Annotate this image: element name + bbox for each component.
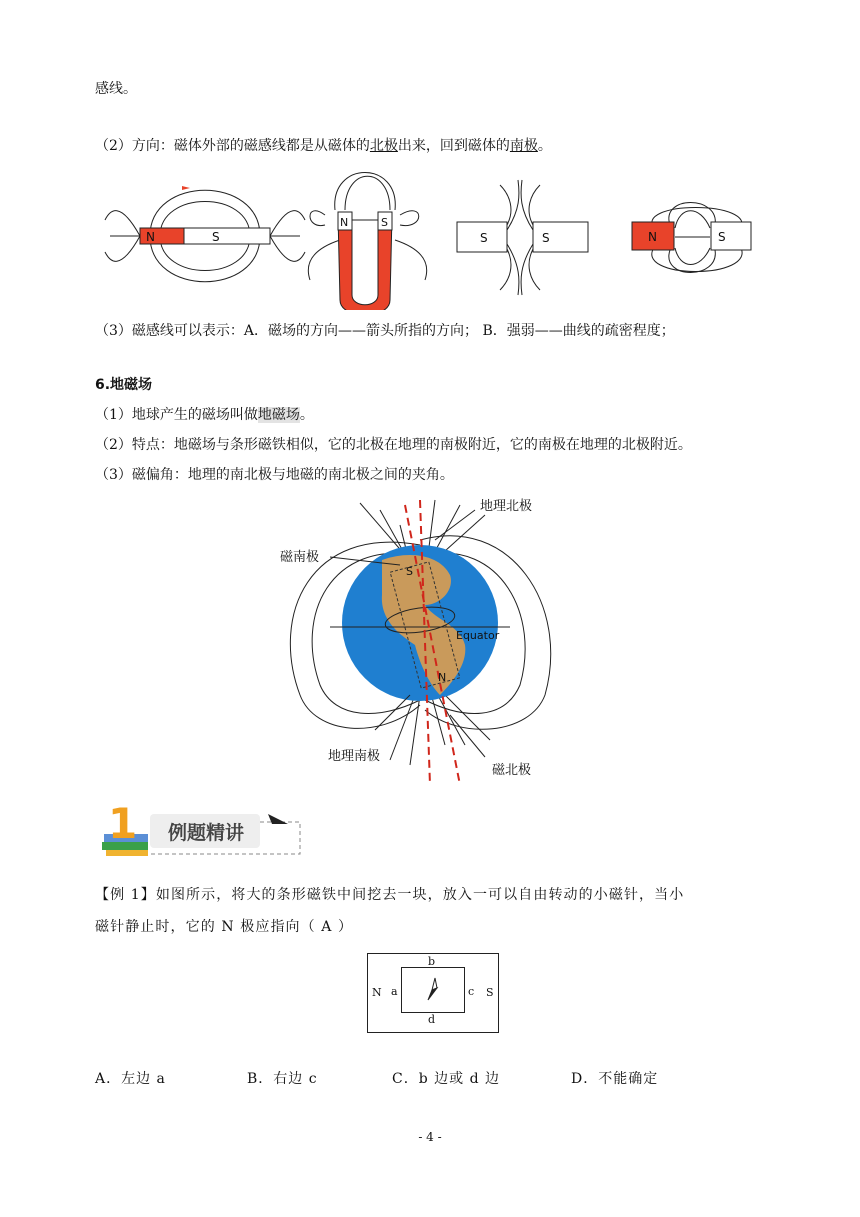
mag-south-label: 磁南极	[280, 550, 320, 565]
section-6-item-1	[95, 405, 314, 425]
section-6-item-2: （2）特点：地磁场与条形磁铁相似，它的北极在地理的南极附近，它的南极在地理的北极附近。	[95, 437, 692, 453]
direction-end: 。	[537, 138, 552, 154]
direction-middle: 出来，回到磁体的	[397, 138, 510, 154]
earth-s-label: S	[406, 565, 413, 578]
banner-number: 1	[108, 802, 138, 848]
fig-a-label: a	[391, 985, 398, 998]
section-6-item-3: （3）磁偏角：地理的南北极与地磁的南北极之间的夹角。	[95, 467, 454, 483]
direction-line	[95, 136, 552, 156]
magnet-field-figures	[100, 170, 770, 310]
option-a: A．左边 a	[95, 1071, 166, 1087]
option-d: D．不能确定	[571, 1071, 659, 1087]
example-1-line-1: 【例 1】如图所示，将大的条形磁铁中间挖去一块，放入一可以自由转动的小磁针，当小	[95, 887, 685, 903]
option-b: B．右边 c	[247, 1071, 318, 1087]
direction-south: 南极	[509, 138, 538, 154]
fig-d-label: d	[428, 1013, 436, 1026]
fig-b-label: b	[428, 955, 436, 968]
example-banner	[100, 802, 310, 864]
horseshoe-s-label: S	[381, 216, 388, 229]
magnet-cutout-figure	[367, 953, 499, 1033]
bar-magnet-figure	[105, 186, 305, 282]
earth-magnetic-field-figure	[270, 495, 570, 785]
ss-right-label: S	[542, 231, 550, 245]
item1-end: 。	[299, 407, 314, 423]
section-6-heading: 6.地磁场	[95, 377, 153, 393]
ss-left-label: S	[480, 231, 488, 245]
fig-s-label: S	[486, 986, 494, 999]
fig-n-label: N	[372, 986, 382, 999]
fig-c-label: c	[468, 985, 475, 998]
earth-n-label: N	[438, 671, 447, 684]
geo-south-label: 地理南极	[328, 749, 381, 764]
horseshoe-n-label: N	[340, 216, 349, 229]
direction-prefix: （2）方向：磁体外部的磁感线都是从磁体的	[95, 138, 370, 154]
ns-s-label: S	[718, 230, 726, 244]
page-number: - 4 -	[418, 1130, 442, 1144]
ss-magnets-figure	[457, 180, 588, 295]
mag-north-label: 磁北极	[492, 763, 532, 778]
option-c: C．b 边或 d 边	[392, 1071, 500, 1087]
direction-north: 北极	[369, 138, 398, 154]
banner-title: 例题精讲	[168, 822, 245, 844]
item1-prefix: （1）地球产生的磁场叫做	[95, 407, 258, 423]
horseshoe-magnet-figure	[308, 173, 426, 311]
item1-term: 地磁场	[257, 407, 300, 423]
geo-north-label: 地理北极	[480, 499, 533, 514]
example-1-line-2: 磁针静止时，它的 N 极应指向（ A ）	[95, 919, 354, 935]
compass-needle-icon	[423, 976, 443, 1002]
intro-tail: 感线。	[95, 81, 137, 97]
ns-n-label: N	[648, 230, 657, 244]
equator-label: Equator	[456, 629, 500, 642]
bar-s-label: S	[212, 230, 220, 244]
represent-line: （3）磁感线可以表示：A．磁场的方向——箭头所指的方向； B．强弱——曲线的疏密程度；	[95, 323, 675, 339]
bar-n-label: N	[146, 230, 155, 244]
